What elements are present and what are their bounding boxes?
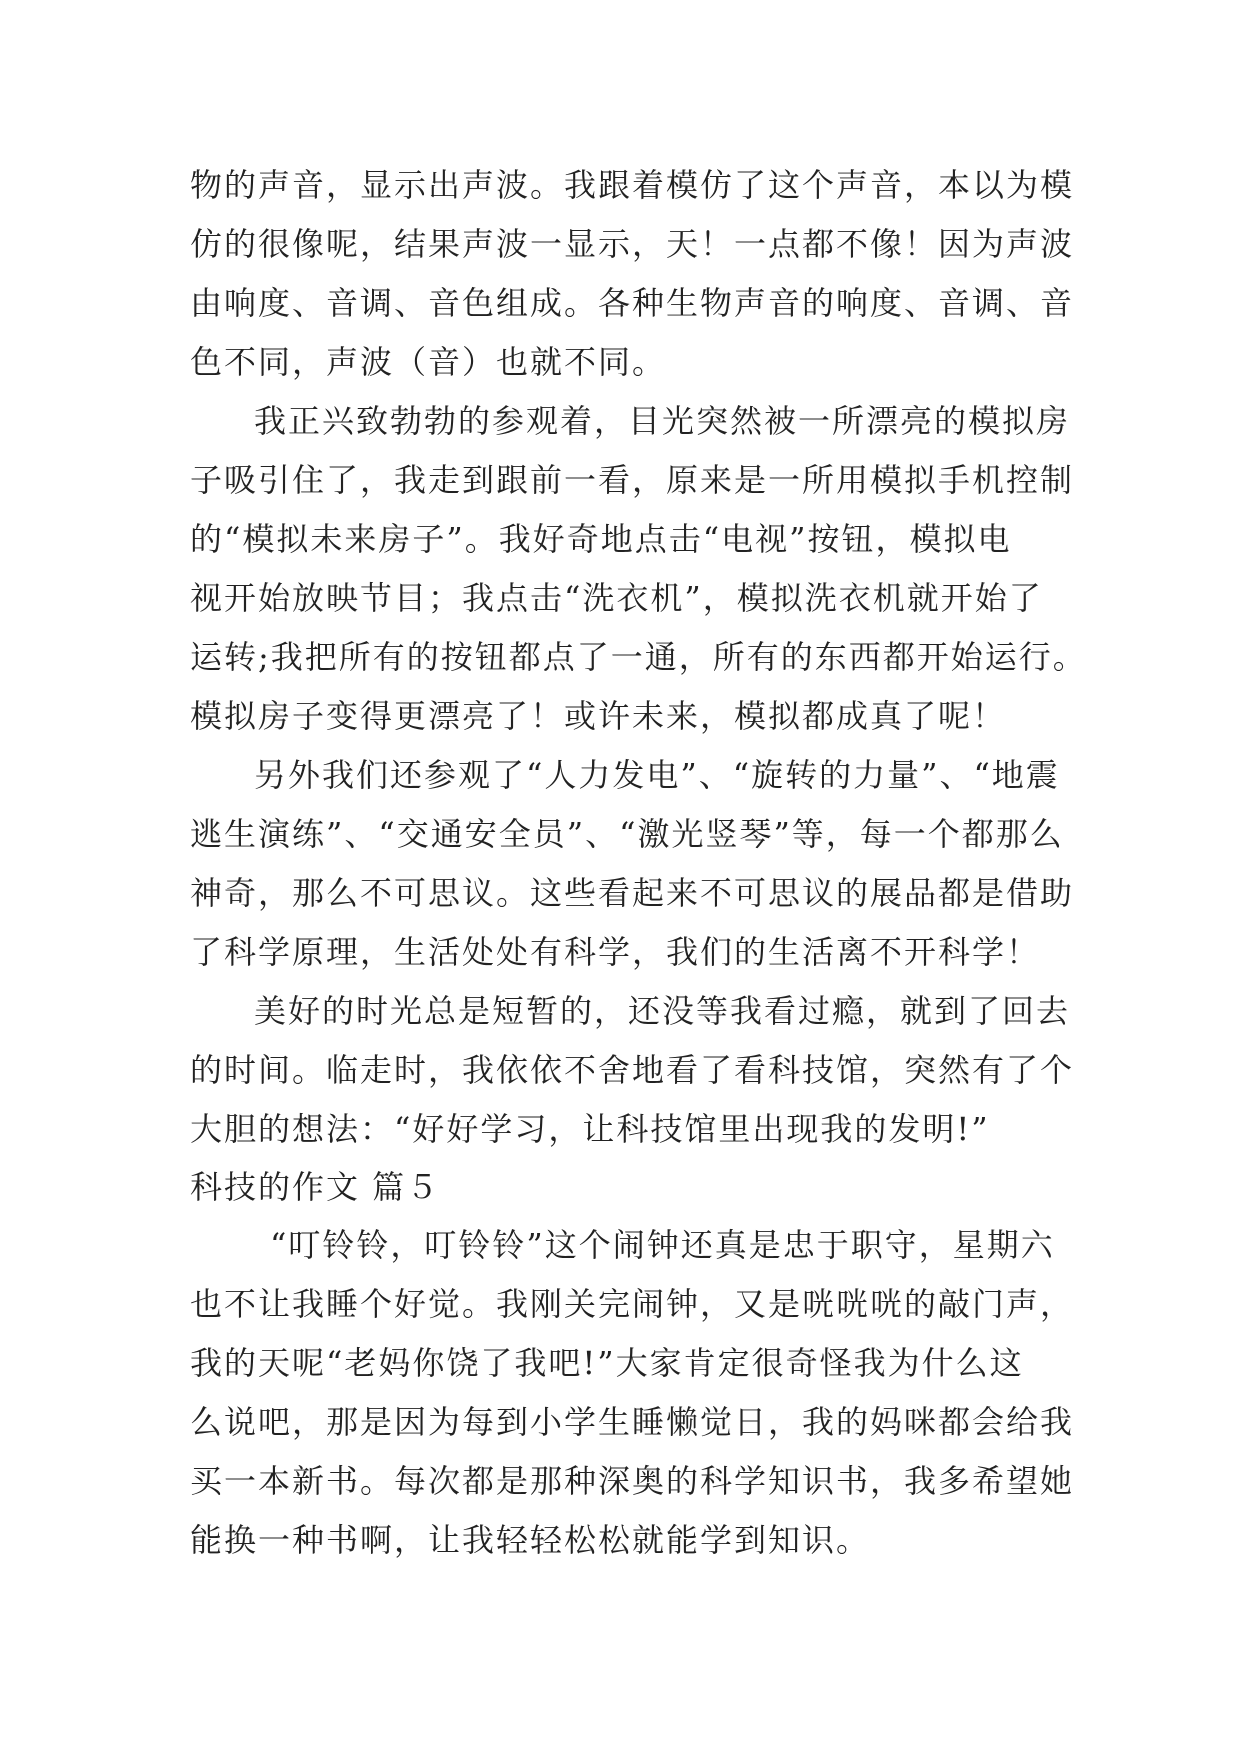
text-line: 逃生演练”、“交通安全员”、“激光竖琴”等，每一个都那么 (190, 815, 1064, 853)
text-line: 的“模拟未来房子”。我好奇地点击“电视”按钮，模拟电 (190, 520, 1012, 558)
text-line: 么说吧，那是因为每到小学生睡懒觉日，我的妈咪都会给我 (190, 1403, 1075, 1441)
text-line: 大胆的想法：“好好学习，让科技馆里出现我的发明!” (190, 1110, 990, 1148)
document-body (190, 156, 1087, 1570)
paragraph-start-line: 另外我们还参观了“人力发电”、“旋转的力量”、“地震 (254, 756, 1060, 794)
text-line: 神奇，那么不可思议。这些看起来不可思议的展品都是借助 (190, 874, 1075, 912)
text-line: 色不同，声波（音）也就不同。 (190, 343, 667, 381)
text-line: 仿的很像呢，结果声波一显示，天！一点都不像！因为声波 (190, 225, 1075, 263)
text-line: 子吸引住了，我走到跟前一看，原来是一所用模拟手机控制 (190, 461, 1075, 499)
text-line: 了科学原理，生活处处有科学，我们的生活离不开科学！ (190, 933, 1041, 971)
paragraph-start-line: “叮铃铃，叮铃铃”这个闹钟还真是忠于职守，星期六 (270, 1226, 1055, 1264)
text-line: 运转;我把所有的按钮都点了一通，所有的东西都开始运行。 (190, 638, 1087, 676)
text-line: 的时间。临走时，我依依不舍地看了看科技馆，突然有了个 (190, 1051, 1075, 1089)
text-line: 物的声音，显示出声波。我跟着模仿了这个声音，本以为模 (190, 166, 1075, 204)
text-line: 视开始放映节目；我点击“洗衣机”，模拟洗衣机就开始了 (190, 579, 1043, 617)
text-line: 买一本新书。每次都是那种深奥的科学知识书，我多希望她 (190, 1462, 1075, 1500)
text-line: 模拟房子变得更漂亮了！或许未来，模拟都成真了呢！ (190, 697, 1007, 735)
text-line: 能换一种书啊，让我轻轻松松就能学到知识。 (190, 1521, 871, 1559)
paragraph-start-line: 我正兴致勃勃的参观着，目光突然被一所漂亮的模拟房 (254, 402, 1071, 440)
text-line: 我的天呢“老妈你饶了我吧!”大家肯定很奇怪我为什么这 (190, 1344, 1024, 1382)
paragraph-start-line: 美好的时光总是短暂的，还没等我看过瘾，就到了回去 (254, 992, 1071, 1030)
section-heading: 科技的作文 篇５ (190, 1168, 441, 1206)
text-line: 由响度、音调、音色组成。各种生物声音的响度、音调、音 (190, 284, 1075, 322)
text-line: 也不让我睡个好觉。我刚关完闹钟，又是咣咣咣的敲门声， (190, 1285, 1075, 1323)
